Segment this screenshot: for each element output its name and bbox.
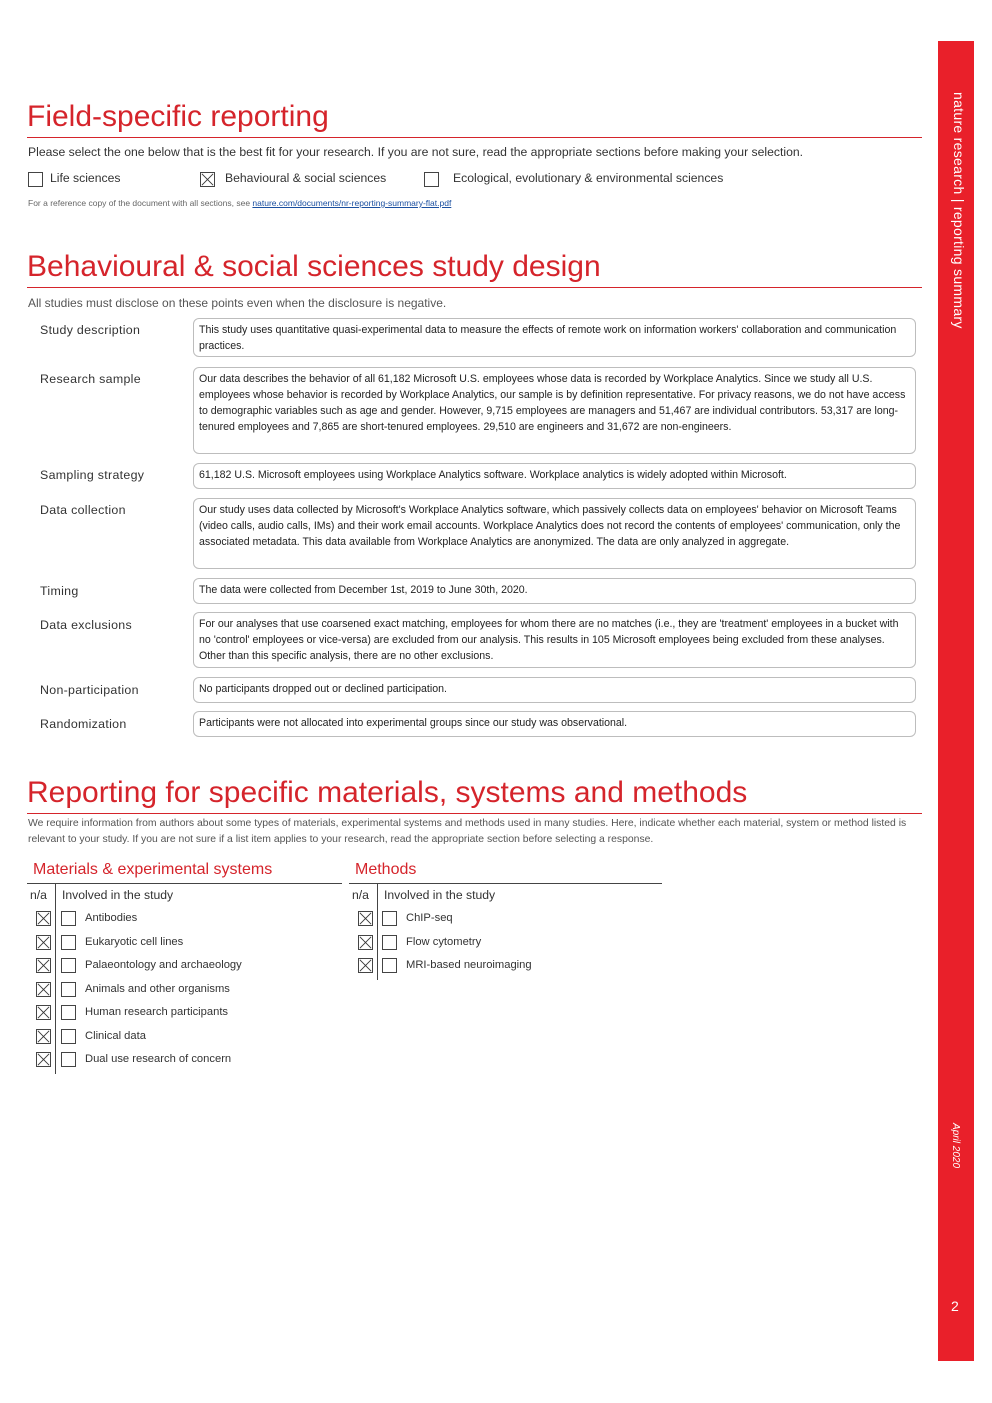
involved-checkbox[interactable] — [61, 1029, 76, 1044]
cross-mark-icon — [37, 983, 50, 996]
checklist-item-label: Human research participants — [85, 1006, 229, 1018]
involved-checkbox[interactable] — [382, 935, 397, 950]
involved-checkbox[interactable] — [382, 911, 397, 926]
timing-field[interactable]: The data were collected from December 1st, 2019 to June 30th, 2020. — [193, 578, 916, 604]
involved-checkbox[interactable] — [382, 958, 397, 973]
cross-mark-icon — [359, 936, 372, 949]
checklist-item-label: Antibodies — [85, 912, 138, 924]
non-participation-field[interactable]: No participants dropped out or declined participation. — [193, 677, 916, 703]
reference-link[interactable]: nature.com/documents/nr-reporting-summary-flat.pdf — [252, 198, 452, 208]
checklist-item-label: MRI-based neuroimaging — [406, 959, 532, 971]
involved-checkbox[interactable] — [61, 1052, 76, 1067]
checklist-item-label: Flow cytometry — [406, 935, 482, 948]
checklist-item-label: Animals and other organisms — [85, 982, 230, 995]
row-label-data-exclusions: Data exclusions — [40, 618, 132, 632]
page-number: 2 — [951, 1298, 959, 1314]
cross-mark-icon — [37, 936, 50, 949]
checklist-item-label: ChIP-seq — [406, 912, 453, 924]
cross-mark-icon — [37, 1053, 50, 1066]
cross-mark-icon — [359, 959, 372, 972]
involved-checkbox[interactable] — [61, 1005, 76, 1020]
involved-checkbox[interactable] — [61, 982, 76, 997]
data-collection-field[interactable]: Our study uses data collected by Microsoft's Workplace Analytics software, which passively collects data on employees' behavior on Microsoft Teams (video calls, audio calls, IMs) and their work email accounts. Workplace Analytics does not record the contents of employees' communication, only the associated metadata. This data available from Workplace Analytics are anonymized. The data are only analyzed in aggregate. — [193, 498, 916, 569]
materials-heading: Reporting for specific materials, systems and methods — [27, 775, 922, 814]
checklist-item-label: Palaeontology and archaeology — [85, 959, 242, 971]
study-description-field[interactable]: This study uses quantitative quasi-experimental data to measure the effects of remote work on information workers' collaboration and communication practices. — [193, 318, 916, 357]
row-label-randomization: Randomization — [40, 717, 127, 731]
reference-note: For a reference copy of the document with all sections, see nature.com/documents/nr-reporting-summary-flat.pdf — [28, 198, 452, 208]
row-label-research-sample: Research sample — [40, 372, 141, 386]
row-label-data-collection: Data collection — [40, 503, 126, 517]
systems-heading: Materials & experimental systems — [33, 861, 273, 878]
na-checkbox[interactable] — [36, 911, 51, 926]
checklist-item-label: Clinical data — [85, 1029, 146, 1042]
behavioural-label: Behavioural & social sciences — [225, 171, 387, 185]
na-checkbox[interactable] — [36, 1005, 51, 1020]
methods-divider — [377, 884, 378, 980]
na-checkbox[interactable] — [36, 1052, 51, 1067]
behavioural-checkbox[interactable] — [200, 172, 215, 187]
cross-mark-icon — [37, 959, 50, 972]
involved-checkbox[interactable] — [61, 958, 76, 973]
systems-col-involved: Involved in the study — [62, 888, 174, 902]
methods-rule — [349, 883, 662, 884]
methods-heading: Methods — [355, 861, 417, 878]
ecological-label: Ecological, evolutionary & environmental sciences — [453, 171, 724, 185]
design-heading: Behavioural & social sciences study design — [27, 249, 922, 288]
sampling-strategy-field[interactable]: 61,182 U.S. Microsoft employees using Workplace Analytics software. Workplace analytics is widely adopted within Microsoft. — [193, 463, 916, 489]
materials-note: We require information from authors about some types of materials, experimental systems and methods used in many studies. Here, indicate whether each material, system or method listed is relevant to your study. If you are not sure if a list item applies to your research, read the appropriate section before selecting a response. — [28, 818, 907, 845]
cross-mark-icon — [201, 173, 214, 186]
involved-checkbox[interactable] — [61, 935, 76, 950]
systems-rule — [27, 883, 342, 884]
na-checkbox[interactable] — [36, 935, 51, 950]
methods-col-na: n/a — [352, 888, 369, 902]
sidebar-date: April 2020 — [950, 1123, 961, 1169]
cross-mark-icon — [37, 1006, 50, 1019]
design-note: All studies must disclose on these points even when the disclosure is negative. — [28, 296, 447, 310]
cross-mark-icon — [37, 1030, 50, 1043]
na-checkbox[interactable] — [36, 982, 51, 997]
na-checkbox[interactable] — [358, 958, 373, 973]
na-checkbox[interactable] — [358, 911, 373, 926]
row-label-sampling-strategy: Sampling strategy — [40, 468, 145, 482]
field-instruction: Please select the one below that is the best fit for your research. If you are not sure, read the appropriate sections before making your selection. — [28, 145, 804, 159]
row-label-non-participation: Non-participation — [40, 683, 139, 697]
systems-col-na: n/a — [30, 888, 47, 902]
research-sample-field[interactable]: Our data describes the behavior of all 61,182 Microsoft U.S. employees whose data is recorded by Workplace Analytics. Since we study all U.S. employees whose behavior is recorded by Workplace Analytics, our sample is by definition representative. For privacy reasons, we do not have access to demographic variables such as age and gender. However, 9,715 employees are managers and 51,467 are individual contributors. 53,317 are long-tenured employees and 7,865 are short-tenured employees. 29,510 are engineers and 31,672 are non-engineers. — [193, 367, 916, 454]
systems-divider — [55, 884, 56, 1074]
row-label-timing: Timing — [40, 584, 79, 598]
field-heading: Field-specific reporting — [27, 99, 922, 138]
checklist-item-label: Eukaryotic cell lines — [85, 935, 184, 948]
cross-mark-icon — [37, 912, 50, 925]
life-sciences-label: Life sciences — [50, 171, 121, 185]
randomization-field[interactable]: Participants were not allocated into experimental groups since our study was observational. — [193, 711, 916, 737]
sidebar-title: nature research | reporting summary — [951, 92, 967, 329]
involved-checkbox[interactable] — [61, 911, 76, 926]
cross-mark-icon — [359, 912, 372, 925]
life-sciences-checkbox[interactable] — [28, 172, 43, 187]
row-label-study-description: Study description — [40, 323, 141, 337]
na-checkbox[interactable] — [358, 935, 373, 950]
data-exclusions-field[interactable]: For our analyses that use coarsened exact matching, employees for whom there are no matches (i.e., they are 'treatment' employees in a bucket with no 'control' employees or vice-versa) are excluded from our analysis. This results in 105 Microsoft employees being excluded from these analyses. Other than this specific analysis, there are no other exclusions. — [193, 612, 916, 668]
na-checkbox[interactable] — [36, 1029, 51, 1044]
checklist-item-label: Dual use research of concern — [85, 1053, 232, 1065]
ecological-checkbox[interactable] — [424, 172, 439, 187]
na-checkbox[interactable] — [36, 958, 51, 973]
methods-col-involved: Involved in the study — [384, 888, 496, 902]
